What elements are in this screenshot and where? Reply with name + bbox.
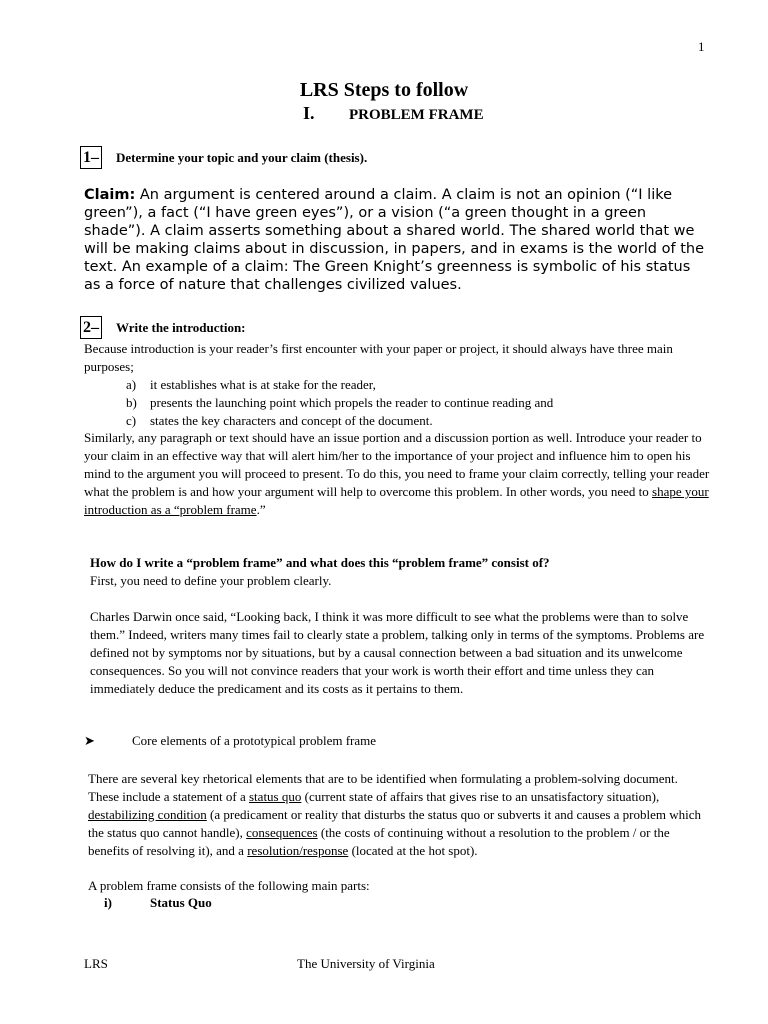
term-resolution: resolution/response xyxy=(247,843,349,858)
claim-label: Claim: xyxy=(84,187,136,203)
step-1-heading xyxy=(80,146,367,169)
footer-left: LRS xyxy=(84,956,108,971)
list-item: b) presents the launching point which propels the reader to continue reading and xyxy=(126,395,554,410)
question-heading: How do I write a “problem frame” and what does this “problem frame” consist of? xyxy=(90,555,550,570)
step-2-heading xyxy=(80,316,246,339)
parts-line: A problem frame consists of the following main parts: xyxy=(88,878,370,893)
similarly-paragraph: Similarly, any paragraph or text should have an issue portion and a discussion portion as well. Introduce your reader to your claim in an effective way that will alert him/her to the importance of your project and influence him to open his mind to the argument you will proceed to present. To do this, you need to frame your claim correctly, telling your reader what the problem is and how your argument will help to overcome this problem. In other words, you need to shape your introduction as a “problem frame.” xyxy=(84,430,710,517)
arrow-bullet-icon: ➤ xyxy=(84,733,95,748)
section-label: PROBLEM FRAME xyxy=(349,107,484,123)
footer-center: The University of Virginia xyxy=(297,956,435,971)
first-line: First, you need to define your problem clearly. xyxy=(90,573,332,588)
section-numeral: I. xyxy=(303,103,315,123)
bullet-text: Core elements of a prototypical problem frame xyxy=(132,733,377,748)
section-heading xyxy=(303,104,484,124)
term-status-quo: status quo xyxy=(249,789,302,804)
purposes-list xyxy=(126,376,553,430)
claim-paragraph xyxy=(84,186,704,294)
term-consequences: consequences xyxy=(246,825,318,840)
term-destabilizing-condition: destabilizing condition xyxy=(88,807,207,822)
darwin-paragraph: Charles Darwin once said, “Looking back, I think it was more difficult to see what the problems were than to solve them.” Indeed, writers many times fail to clearly state a problem, talking only in terms of the symptoms. Problems are defined not by symptoms nor by situations, but by a causal connection between a bad situation and its unwelcome consequences. So you will not convince readers that your work is worth their effort and time unless they can immediately deduce the predicament and its costs as it pertains to them. xyxy=(90,609,705,696)
step-2-number: 2– xyxy=(80,316,102,339)
claim-text: An argument is centered around a claim. A claim is not an opinion (“I like green”), a fact (“I have green eyes”), or a vision (“a green thought in a green shade”). A claim asserts something about a shared world. The shared world that we will be making claims about in discussion, in papers, and in exams is the world of the text. An example of a claim: The Green Knight’s greenness is symbolic of his status as a force of nature that challenges civilized values. xyxy=(84,187,704,293)
intro-paragraph: Because introduction is your reader’s first encounter with your paper or project, it should always have three main purposes; xyxy=(84,341,673,374)
bullet-item xyxy=(84,732,376,750)
step-1-label: Determine your topic and your claim (thesis). xyxy=(116,150,368,165)
part-i-text: Status Quo xyxy=(150,895,212,910)
list-item: c) states the key characters and concept of the document. xyxy=(126,413,433,428)
problem-frame-link: shape your introduction as a “problem frame xyxy=(84,484,709,517)
list-item: a) it establishes what is at stake for the reader, xyxy=(126,377,376,392)
step-1-number: 1– xyxy=(80,146,102,169)
elements-paragraph: There are several key rhetorical elements that are to be identified when formulating a problem-solving document. These include a statement of a status quo (current state of affairs that gives rise to an unsatisfactory situation), destabilizing condition (a predicament or reality that disturbs the status quo or subverts it and causes a problem which the status quo cannot handle), consequences (the costs of continuing without a resolution to the problem / or the benefits of resolving it), and a resolution/response (located at the hot spot). xyxy=(88,771,702,858)
part-i-label: i) xyxy=(104,895,112,910)
page-number: 1 xyxy=(698,39,705,54)
page-title: LRS Steps to follow xyxy=(299,79,469,101)
part-i xyxy=(104,894,212,912)
step-2-label: Write the introduction: xyxy=(116,320,246,335)
